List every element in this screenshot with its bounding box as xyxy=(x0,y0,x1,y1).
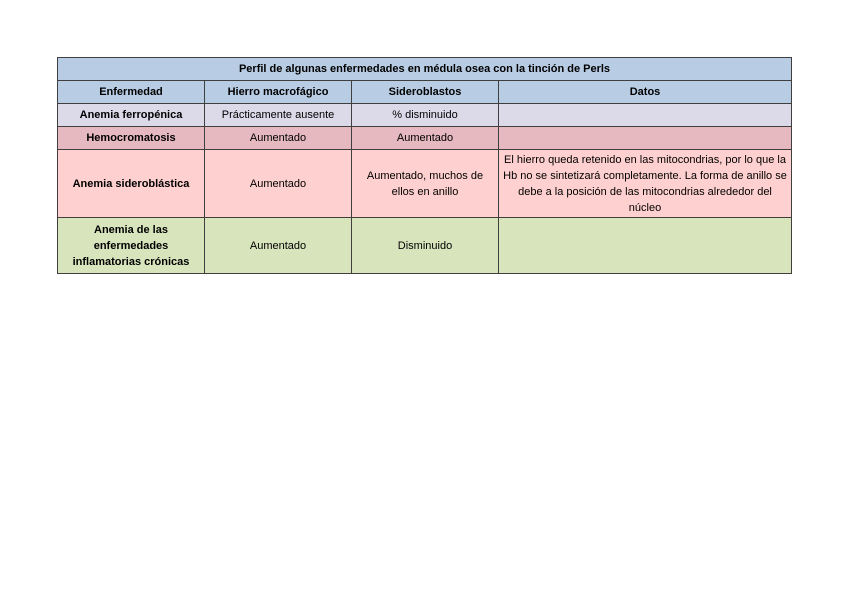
cell-datos xyxy=(499,104,792,127)
cell-hierro: Aumentado xyxy=(205,127,352,150)
cell-datos xyxy=(499,218,792,274)
cell-enfermedad: Hemocromatosis xyxy=(58,127,205,150)
cell-datos xyxy=(499,127,792,150)
title-row xyxy=(58,58,792,81)
cell-sideroblastos: Disminuido xyxy=(352,218,499,274)
table-title: Perfil de algunas enfermedades en médula osea con la tinción de Perls xyxy=(58,58,792,81)
cell-hierro: Prácticamente ausente xyxy=(205,104,352,127)
cell-enfermedad: Anemia ferropénica xyxy=(58,104,205,127)
table-row xyxy=(58,104,792,127)
table-row xyxy=(58,150,792,218)
cell-enfermedad: Anemia sideroblástica xyxy=(58,150,205,218)
cell-hierro: Aumentado xyxy=(205,218,352,274)
cell-sideroblastos: % disminuido xyxy=(352,104,499,127)
perls-table xyxy=(57,57,792,274)
header-enfermedad: Enfermedad xyxy=(58,81,205,104)
cell-hierro: Aumentado xyxy=(205,150,352,218)
header-hierro-macrofagico: Hierro macrofágico xyxy=(205,81,352,104)
cell-datos: El hierro queda retenido en las mitocondrias, por lo que la Hb no se sintetizará completamente. La forma de anillo se debe a la posición de las mitocondrias alrededor del núcleo xyxy=(499,150,792,218)
cell-enfermedad: Anemia de las enfermedades inflamatorias crónicas xyxy=(58,218,205,274)
cell-sideroblastos: Aumentado xyxy=(352,127,499,150)
header-row xyxy=(58,81,792,104)
table-row xyxy=(58,218,792,274)
header-sideroblastos: Sideroblastos xyxy=(352,81,499,104)
header-datos: Datos xyxy=(499,81,792,104)
cell-sideroblastos: Aumentado, muchos de ellos en anillo xyxy=(352,150,499,218)
table-row xyxy=(58,127,792,150)
